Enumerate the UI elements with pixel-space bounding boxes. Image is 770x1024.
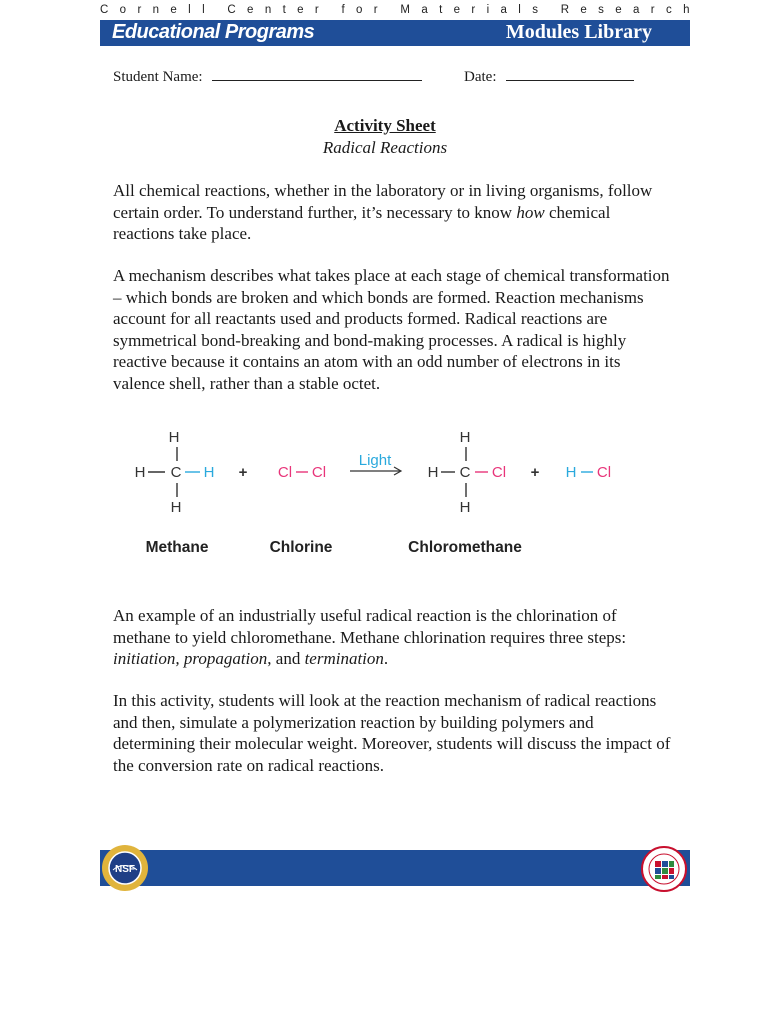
paragraph-mechanism: A mechanism describes what takes place at each stage of chemical transformation – which bonds are broken and which bonds are formed. Reaction mechanisms account for all reactants used and products formed. Radical reactions are symmetrical bond-breaking and bond-making processes. A radical is highly reactive because it contains an atom with an odd number of electrons in its valence shell, rather than a stable octet.	[113, 266, 670, 393]
radical-reactions-subtitle: Radical Reactions	[322, 138, 448, 157]
center-name-letter: c	[665, 4, 672, 16]
center-name-letter: t	[282, 4, 286, 16]
hydrogen-chloride-structure	[566, 464, 612, 481]
para1-emphasis: how	[516, 202, 545, 222]
center-name-letter: l	[202, 4, 205, 16]
para1-text-end: chemical reactions take place.	[113, 202, 611, 243]
center-name-letter: e	[453, 4, 461, 16]
chloromethane-structure	[428, 429, 507, 516]
chloromethane-label: Chloromethane	[408, 539, 522, 556]
center-name-letter: e	[615, 4, 622, 16]
center-name-letter: l	[518, 4, 521, 16]
para3-emphasis-termination: termination	[304, 649, 384, 668]
paragraph-intro	[113, 180, 673, 245]
center-name-letter: f	[341, 4, 345, 16]
center-name-letter: r	[314, 4, 319, 16]
chlorine-cl-left: Cl	[277, 464, 293, 481]
methane-h-left: H	[134, 464, 146, 481]
center-name-letter: e	[297, 4, 304, 16]
plus-sign-2: +	[530, 464, 540, 481]
chloromethane-h-top: H	[459, 429, 471, 446]
center-name-letter: r	[137, 4, 142, 16]
methane-c: C	[170, 464, 182, 481]
paragraph-activity: In this activity, students will look at the reaction mechanism of radical reactions and then, simulate a polymerization reaction by building polymers and determining their molecular weight. Moreover, students will discuss the impact of the conversion rate on radical reactions.	[113, 691, 671, 775]
chloromethane-c: C	[459, 464, 471, 481]
center-name-letter: a	[500, 4, 507, 16]
student-name-field	[113, 66, 422, 86]
chlorine-structure	[278, 464, 326, 481]
center-name-letter: o	[356, 4, 363, 16]
para3-text-mid: , and	[267, 649, 305, 668]
center-name-letter: r	[373, 4, 378, 16]
center-name-letter: s	[598, 4, 604, 16]
methane-h-top: H	[168, 429, 180, 446]
para3-text: An example of an industrially useful radical reaction is the chlorination of methane to yield chloromethane. Methane chlorination requires three steps:	[113, 606, 627, 647]
center-name-letter: a	[421, 4, 428, 16]
light-condition-label: Light	[358, 452, 392, 469]
chloromethane-cl: Cl	[491, 464, 507, 481]
date-label: Date:	[464, 69, 497, 85]
chloromethane-h-bottom: H	[459, 499, 471, 516]
para3-emphasis: initiation, propagation	[113, 649, 268, 668]
center-name-letter: o	[119, 4, 127, 16]
center-name-letter: i	[486, 4, 490, 16]
plus-sign-1: +	[238, 464, 248, 481]
center-name-letter: a	[633, 4, 640, 16]
methane-h-right: H	[203, 464, 215, 481]
center-name-letter: r	[650, 4, 655, 16]
center-name-letter: M	[400, 4, 410, 16]
center-name-letter: n	[152, 4, 160, 16]
cornell-center-seal	[640, 846, 688, 892]
methane-h-bottom: H	[170, 499, 182, 516]
student-name-label: Student Name:	[113, 69, 203, 85]
center-name-letter: e	[580, 4, 587, 16]
reaction-arrow	[350, 452, 401, 475]
center-name-letter: h	[683, 4, 690, 16]
center-name-letter: e	[170, 4, 177, 16]
center-name-letter: e	[247, 4, 254, 16]
hcl-cl: Cl	[596, 464, 612, 481]
date-field	[464, 66, 634, 86]
center-name-letter: C	[227, 4, 236, 16]
chlorine-label: Chlorine	[269, 539, 333, 556]
hcl-h: H	[565, 464, 577, 481]
para1-text: All chemical reactions, whether in the laboratory or in living organisms, follow certain order. To understand further, it’s necessary to know	[113, 181, 653, 222]
chlorine-cl-right: Cl	[311, 464, 327, 481]
center-name-letter: R	[560, 4, 569, 16]
center-name-letter: r	[471, 4, 476, 16]
center-name-letter: n	[264, 4, 272, 16]
methane-label: Methane	[145, 539, 209, 556]
date-line[interactable]	[506, 66, 634, 81]
footer-banner	[100, 850, 690, 886]
center-name-letter: l	[188, 4, 191, 16]
modules-library-title: Modules Library	[505, 21, 652, 43]
methane-structure	[135, 429, 215, 516]
educational-programs-title: Educational Programs	[112, 21, 315, 43]
nsf-logo-text: NSF	[115, 864, 135, 875]
student-name-line[interactable]	[212, 66, 422, 81]
nsf-logo	[101, 844, 149, 892]
para3-text-end: .	[383, 649, 389, 668]
chlorination-reaction-diagram	[130, 420, 630, 565]
activity-sheet-title: Activity Sheet	[334, 116, 436, 135]
center-name-heading	[100, 4, 690, 16]
paragraph-example	[113, 605, 673, 670]
chloromethane-h-left: H	[427, 464, 439, 481]
center-name-letter: C	[100, 4, 109, 16]
center-name-letter: t	[439, 4, 443, 16]
center-name-letter: s	[532, 4, 538, 16]
